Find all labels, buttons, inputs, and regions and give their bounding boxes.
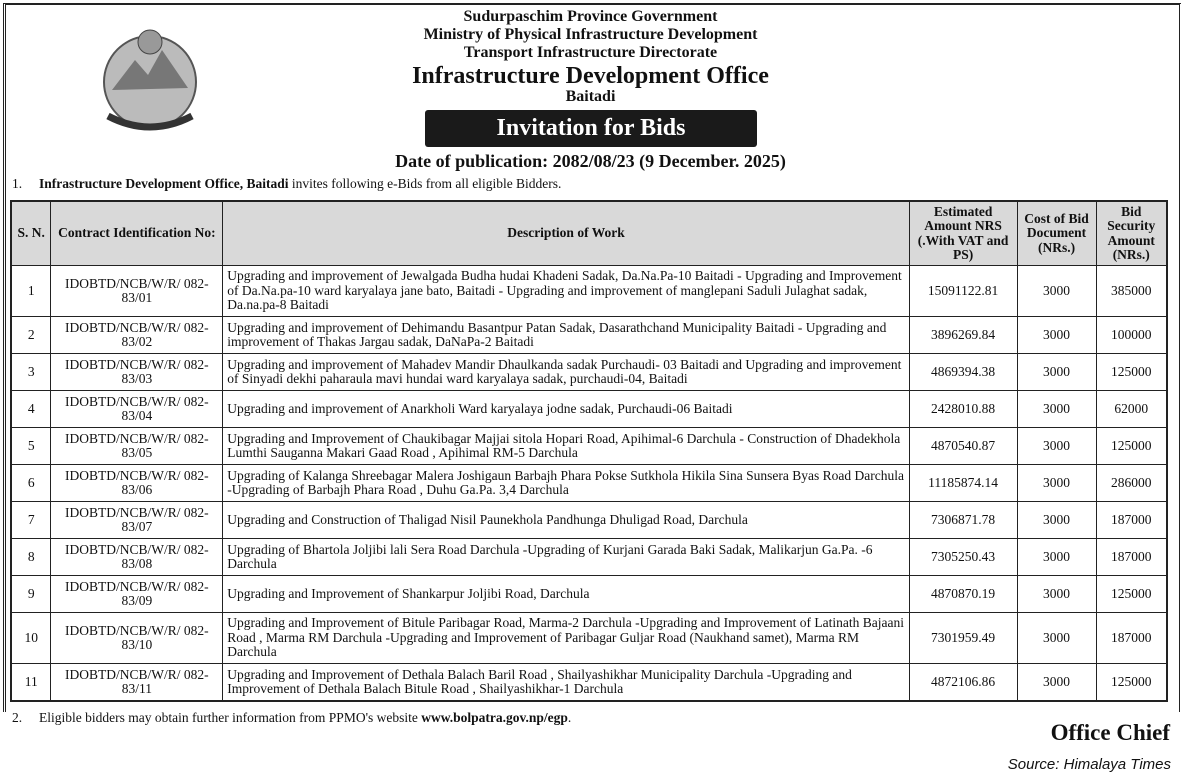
title-banner: Invitation for Bids <box>425 110 757 147</box>
col-header-estimated: Estimated Amount NRS (.With VAT and PS) <box>909 201 1017 266</box>
table-row <box>11 613 1167 664</box>
footer-text: Eligible bidders may obtain further information from PPMO's website <box>39 710 422 725</box>
cell-estimated-amount: 7305250.43 <box>909 539 1017 576</box>
header-ministry: Ministry of Physical Infrastructure Development <box>423 26 758 43</box>
cell-sn: 10 <box>11 613 51 664</box>
cell-contract-id: IDOBTD/NCB/W/R/ 082-83/02 <box>51 317 223 354</box>
cell-bid-doc-cost: 3000 <box>1017 428 1096 465</box>
col-header-security: Bid Security Amount (NRs.) <box>1096 201 1167 266</box>
cell-contract-id: IDOBTD/NCB/W/R/ 082-83/09 <box>51 576 223 613</box>
cell-bid-security: 385000 <box>1096 266 1167 317</box>
publication-date: Date of publication: 2082/08/23 (9 December. 2025) <box>395 151 786 171</box>
cell-description: Upgrading and Improvement of Shankarpur Joljibi Road, Darchula <box>223 576 909 613</box>
cell-estimated-amount: 11185874.14 <box>909 465 1017 502</box>
cell-bid-doc-cost: 3000 <box>1017 502 1096 539</box>
cell-contract-id: IDOBTD/NCB/W/R/ 082-83/03 <box>51 354 223 391</box>
table-row <box>11 539 1167 576</box>
cell-bid-security: 187000 <box>1096 502 1167 539</box>
cell-description: Upgrading and improvement of Dehimandu Basantpur Patan Sadak, Dasarathchand Municipality Baitadi - Upgrading and improvement of Thakas Jargau sadak, DaNaPa-2 Baitadi <box>223 317 909 354</box>
header-directorate: Transport Infrastructure Directorate <box>463 44 718 61</box>
cell-bid-doc-cost: 3000 <box>1017 465 1096 502</box>
cell-sn: 11 <box>11 664 51 702</box>
table-row <box>11 465 1167 502</box>
cell-description: Upgrading of Kalanga Shreebagar Malera Joshigaun Barbajh Phara Pokse Sutkhola Hikila Sina Sunsera Byas Road Darchula -Upgrading of Barbajh Phara Road , Duhu Ga.Pa. 3,4 Darchula <box>223 465 909 502</box>
table-row <box>11 354 1167 391</box>
cell-bid-security: 125000 <box>1096 428 1167 465</box>
intro-paragraph <box>12 176 561 192</box>
cell-contract-id: IDOBTD/NCB/W/R/ 082-83/01 <box>51 266 223 317</box>
intro-office: Infrastructure Development Office, Baitadi <box>39 176 289 191</box>
cell-description: Upgrading and improvement of Jewalgada Budha hudai Khadeni Sadak, Da.Na.Pa-10 Baitadi - Upgrading and Improvement of Da.Na.pa-10 ward karyalaya jane bato, Baitadi - Upgrading and improvement of manglepani Saduli Julaghat sadak, Da.na.pa-8 Baitadi <box>223 266 909 317</box>
cell-bid-doc-cost: 3000 <box>1017 266 1096 317</box>
cell-sn: 1 <box>11 266 51 317</box>
table-row <box>11 428 1167 465</box>
cell-description: Upgrading of Bhartola Joljibi lali Sera Road Darchula -Upgrading of Kurjani Garada Baki Sadak, Malikarjun Ga.Pa. -6 Darchula <box>223 539 909 576</box>
cell-description: Upgrading and improvement of Mahadev Mandir Dhaulkanda sadak Purchaudi- 03 Baitadi and Upgrading and improvement of Sinyadi dekhi paharaula mavi hundai ward karyalaya sadak, purchaudi-04, Baitadi <box>223 354 909 391</box>
cell-description: Upgrading and Improvement of Dethala Balach Baril Road , Shailyashikhar Municipality Darchula -Upgrading and Improvement of Dethala Balach Bitule Road , Shailyashikhar-1 Darchula <box>223 664 909 702</box>
cell-sn: 3 <box>11 354 51 391</box>
cell-description: Upgrading and improvement of Anarkholi Ward karyalaya jodne sadak, Purchaudi-06 Baitadi <box>223 391 909 428</box>
source-credit: Source: Himalaya Times <box>1007 756 1171 773</box>
cell-sn: 8 <box>11 539 51 576</box>
cell-bid-security: 187000 <box>1096 539 1167 576</box>
cell-bid-security: 125000 <box>1096 576 1167 613</box>
cell-bid-security: 62000 <box>1096 391 1167 428</box>
cell-estimated-amount: 4870870.19 <box>909 576 1017 613</box>
cell-bid-doc-cost: 3000 <box>1017 354 1096 391</box>
cell-contract-id: IDOBTD/NCB/W/R/ 082-83/07 <box>51 502 223 539</box>
cell-bid-doc-cost: 3000 <box>1017 391 1096 428</box>
col-header-sn: S. N. <box>11 201 51 266</box>
cell-estimated-amount: 7301959.49 <box>909 613 1017 664</box>
cell-bid-security: 286000 <box>1096 465 1167 502</box>
cell-contract-id: IDOBTD/NCB/W/R/ 082-83/05 <box>51 428 223 465</box>
intro-text: invites following e-Bids from all eligible Bidders. <box>288 176 562 191</box>
cell-estimated-amount: 2428010.88 <box>909 391 1017 428</box>
cell-bid-doc-cost: 3000 <box>1017 613 1096 664</box>
table-row <box>11 576 1167 613</box>
cell-bid-security: 100000 <box>1096 317 1167 354</box>
cell-bid-doc-cost: 3000 <box>1017 539 1096 576</box>
cell-contract-id: IDOBTD/NCB/W/R/ 082-83/11 <box>51 664 223 702</box>
header-location: Baitadi <box>565 88 616 105</box>
cell-bid-doc-cost: 3000 <box>1017 664 1096 702</box>
table-row <box>11 502 1167 539</box>
cell-estimated-amount: 4872106.86 <box>909 664 1017 702</box>
cell-contract-id: IDOBTD/NCB/W/R/ 082-83/08 <box>51 539 223 576</box>
ppmo-link[interactable]: www.bolpatra.gov.np/egp <box>421 710 568 725</box>
intro-number: 1. <box>12 176 23 191</box>
cell-contract-id: IDOBTD/NCB/W/R/ 082-83/10 <box>51 613 223 664</box>
cell-sn: 9 <box>11 576 51 613</box>
cell-bid-doc-cost: 3000 <box>1017 576 1096 613</box>
cell-sn: 5 <box>11 428 51 465</box>
cell-estimated-amount: 4870540.87 <box>909 428 1017 465</box>
footer-number: 2. <box>12 710 23 725</box>
cell-estimated-amount: 7306871.78 <box>909 502 1017 539</box>
cell-description: Upgrading and Construction of Thaligad Nisil Paunekhola Pandhunga Dhuligad Road, Darchula <box>223 502 909 539</box>
bids-table <box>10 200 1168 702</box>
table-row <box>11 266 1167 317</box>
table-header-row <box>11 201 1167 266</box>
table-row <box>11 664 1167 702</box>
col-header-cost: Cost of Bid Document (NRs.) <box>1017 201 1096 266</box>
cell-sn: 7 <box>11 502 51 539</box>
cell-description: Upgrading and Improvement of Bitule Paribagar Road, Marma-2 Darchula -Upgrading and Improvement of Latinath Bajaani Road , Marma RM Darchula -Upgrading and Improvement of Paribagar Guljar Road (Naukhand samet), Marma RM Darchula <box>223 613 909 664</box>
cell-sn: 4 <box>11 391 51 428</box>
cell-bid-security: 125000 <box>1096 354 1167 391</box>
cell-bid-doc-cost: 3000 <box>1017 317 1096 354</box>
cell-description: Upgrading and Improvement of Chaukibagar Majjai sitola Hopari Road, Apihimal-6 Darchula - Construction of Dhadekhola Lumthi Sauganna Makari Gaad Road , Apihimal RM-5 Darchula <box>223 428 909 465</box>
table-row <box>11 317 1167 354</box>
cell-bid-security: 187000 <box>1096 613 1167 664</box>
header-office: Infrastructure Development Office <box>412 63 769 89</box>
footer-end: . <box>567 710 572 725</box>
cell-sn: 6 <box>11 465 51 502</box>
signatory: Office Chief <box>1050 720 1170 745</box>
cell-bid-security: 125000 <box>1096 664 1167 702</box>
col-header-description: Description of Work <box>223 201 909 266</box>
header-province: Sudurpaschim Province Government <box>463 8 718 25</box>
cell-sn: 2 <box>11 317 51 354</box>
cell-estimated-amount: 4869394.38 <box>909 354 1017 391</box>
cell-contract-id: IDOBTD/NCB/W/R/ 082-83/06 <box>51 465 223 502</box>
col-header-contract-id: Contract Identification No: <box>51 201 223 266</box>
cell-contract-id: IDOBTD/NCB/W/R/ 082-83/04 <box>51 391 223 428</box>
footer-note <box>12 710 571 726</box>
cell-estimated-amount: 15091122.81 <box>909 266 1017 317</box>
cell-estimated-amount: 3896269.84 <box>909 317 1017 354</box>
table-row <box>11 391 1167 428</box>
